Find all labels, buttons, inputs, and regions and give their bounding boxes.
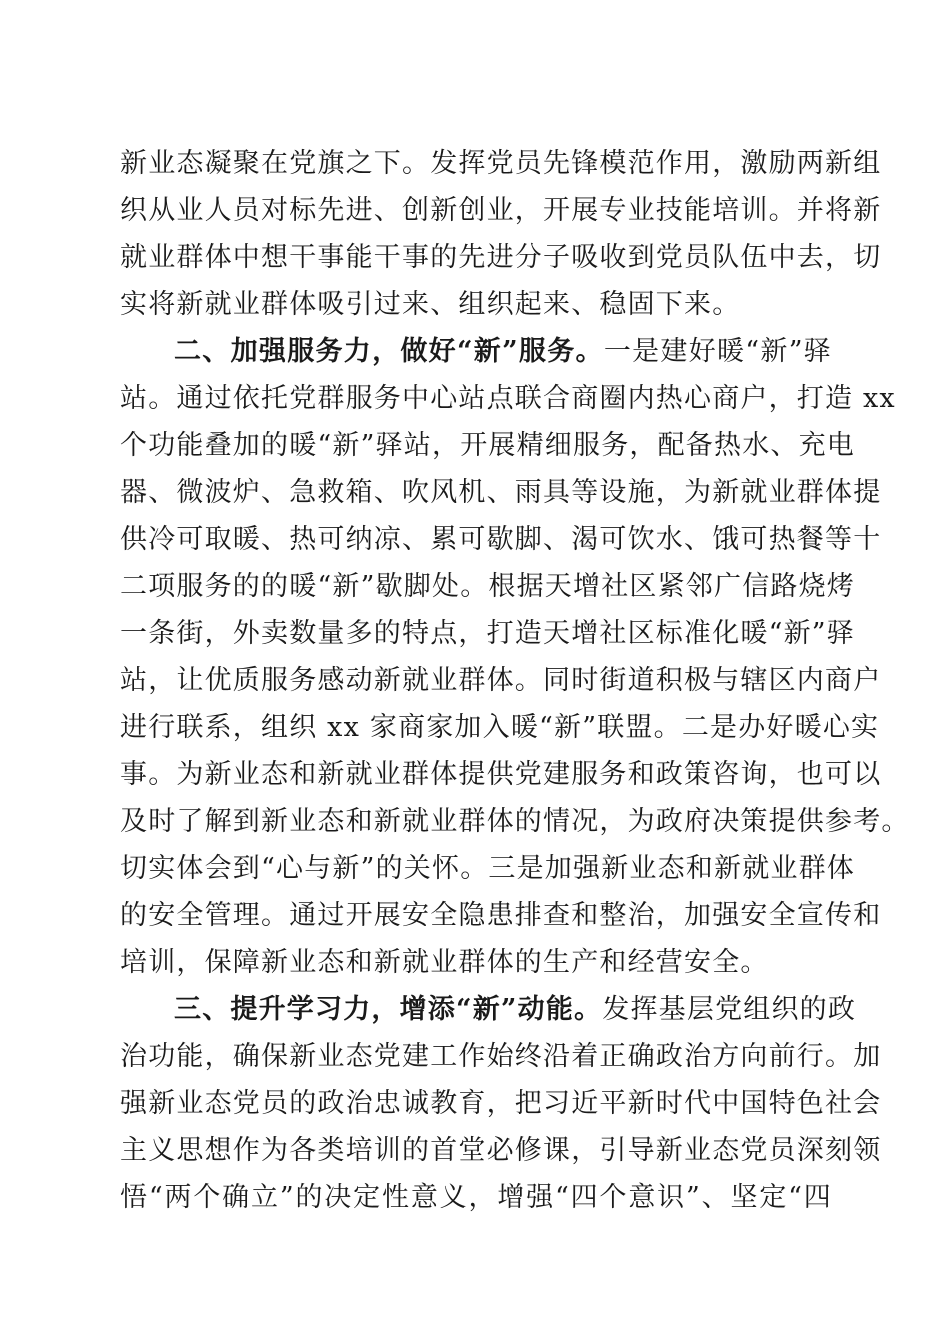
text-line: 个功能叠加的暖“新”驿站，开展精细服务，配备热水、充电 [120,430,856,461]
text-line: 悟“两个确立”的决定性意义，增强“四个意识”、坚定“四 [120,1182,832,1213]
text-line: 就业群体中想干事能干事的先进分子吸收到党员队伍中去，切 [120,242,882,273]
text-line: 站。通过依托党群服务中心站点联合商圈内热心商户，打造 xx [120,383,896,414]
document-body [120,140,910,1221]
heading-rest-text: 一是建好暖“新”驿 [603,336,832,367]
text-line: 强新业态党员的政治忠诚教育，把习近平新时代中国特色社会 [120,1088,882,1119]
text-line: 培训，保障新业态和新就业群体的生产和经营安全。 [120,947,769,978]
text-line: 织从业人员对标先进、创新创业，开展专业技能培训。并将新 [120,195,882,226]
section-heading: 三、提升学习力，增添“新”动能。 [174,994,603,1025]
paragraph-3 [120,986,882,1221]
text-line: 治功能，确保新业态党建工作始终沿着正确政治方向前行。加 [120,1041,882,1072]
text-line: 器、微波炉、急救箱、吹风机、雨具等设施，为新就业群体提 [120,477,882,508]
paragraph-first-line [120,328,832,375]
text-line: 及时了解到新业态和新就业群体的情况，为政府决策提供参考。 [120,806,910,837]
text-line: 站，让优质服务感动新就业群体。同时街道积极与辖区内商户 [120,665,882,696]
text-line: 二项服务的的暖“新”歇脚处。根据天增社区紧邻广信路烧烤 [120,571,856,602]
text-line: 新业态凝聚在党旗之下。发挥党员先锋模范作用，激励两新组 [120,148,882,179]
paragraph-2 [120,328,910,986]
paragraph-first-line [120,986,857,1033]
text-line: 供冷可取暖、热可纳凉、累可歇脚、渴可饮水、饿可热餐等十 [120,524,882,555]
text-line: 实将新就业群体吸引过来、组织起来、稳固下来。 [120,289,741,320]
text-line: 事。为新业态和新就业群体提供党建服务和政策咨询，也可以 [120,759,882,790]
heading-rest-text: 发挥基层党组织的政 [602,994,857,1025]
text-line: 的安全管理。通过开展安全隐患排查和整治，加强安全宣传和 [120,900,882,931]
paragraph-1 [120,140,882,328]
section-heading: 二、加强服务力，做好“新”服务。 [174,336,604,367]
text-line: 进行联系，组织 xx 家商家加入暖“新”联盟。二是办好暖心实 [120,712,880,743]
text-line: 主义思想作为各类培训的首堂必修课，引导新业态党员深刻领 [120,1135,882,1166]
text-line: 切实体会到“心与新”的关怀。三是加强新业态和新就业群体 [120,853,856,884]
text-line: 一条街，外卖数量多的特点，打造天增社区标准化暖“新”驿 [120,618,856,649]
